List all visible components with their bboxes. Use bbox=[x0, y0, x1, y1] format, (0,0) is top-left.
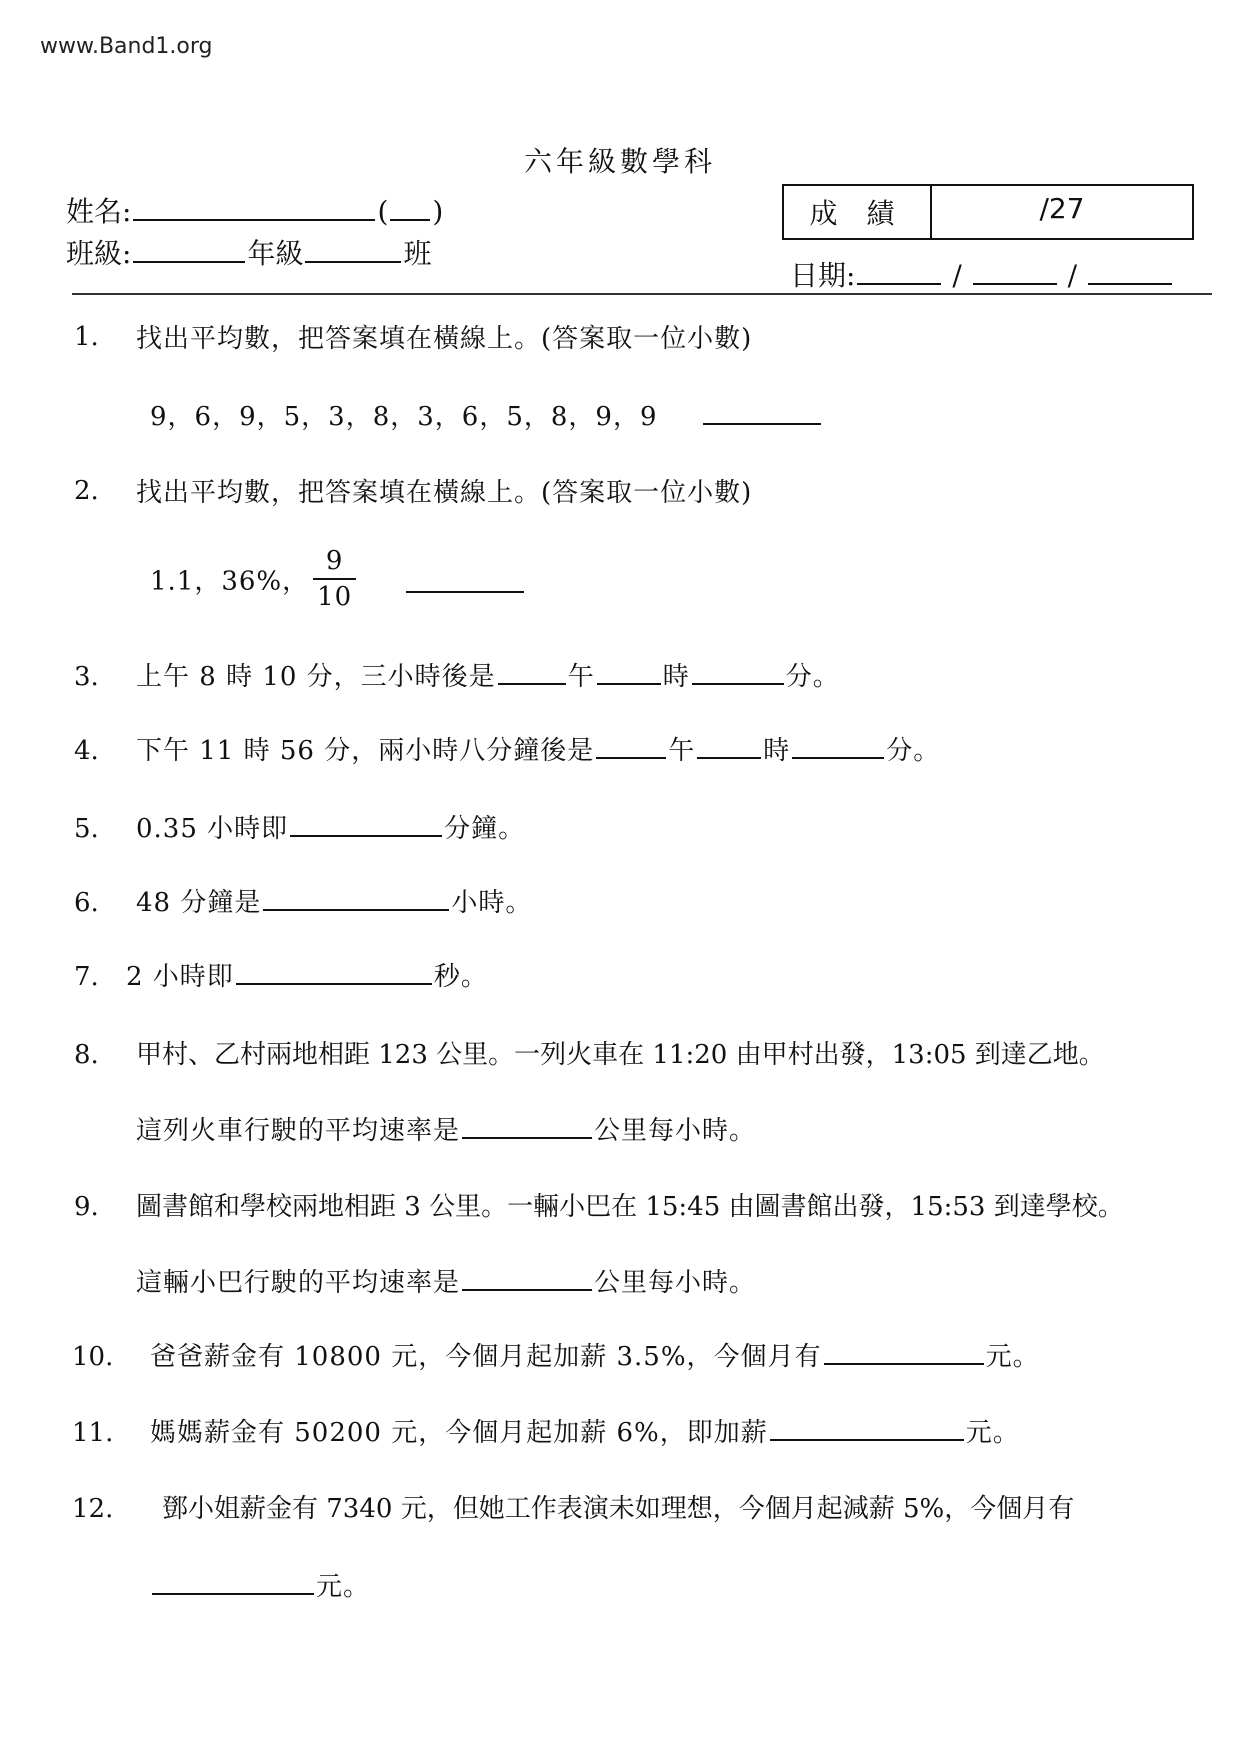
q3-number: 3. bbox=[74, 662, 99, 692]
q11-answer-blank[interactable] bbox=[770, 1413, 964, 1441]
q4-number: 4. bbox=[74, 736, 99, 766]
q11-row bbox=[150, 1412, 1020, 1449]
q8-number: 8. bbox=[74, 1040, 99, 1070]
q11-text: 媽媽薪金有 50200 元，今個月起加薪 6%，即加薪 bbox=[150, 1418, 768, 1448]
q11-unit: 元。 bbox=[965, 1418, 1020, 1448]
paren-close: ) bbox=[432, 195, 444, 228]
class-suffix: 班 bbox=[403, 237, 432, 270]
q6-text: 48 分鐘是 bbox=[136, 888, 262, 918]
q3-minute-label: 分。 bbox=[785, 662, 840, 692]
q7-number: 7. bbox=[74, 962, 99, 992]
date-label: 日期: bbox=[790, 259, 856, 292]
q8-row bbox=[136, 1110, 756, 1147]
q7-row bbox=[126, 956, 488, 993]
q3-hour-label: 時 bbox=[662, 662, 690, 692]
score-label: 成 績 bbox=[784, 186, 932, 238]
q4-row bbox=[136, 730, 940, 767]
q2-fraction bbox=[313, 544, 356, 614]
q3-text: 上午 8 時 10 分，三小時後是 bbox=[136, 662, 496, 692]
q10-number: 10. bbox=[72, 1342, 114, 1372]
header-divider bbox=[72, 293, 1212, 295]
q4-ampm-blank[interactable] bbox=[596, 731, 666, 759]
q2-fraction-numerator: 9 bbox=[325, 546, 344, 576]
q1-text: 找出平均數，把答案填在橫線上。(答案取一位小數) bbox=[136, 324, 753, 354]
q7-answer-blank[interactable] bbox=[236, 957, 432, 985]
q8-text: 甲村、乙村兩地相距 123 公里。一列火車在 11:20 由甲村出發，13:05 到達乙地。 bbox=[136, 1040, 1105, 1070]
q2-answer-blank[interactable] bbox=[406, 565, 524, 593]
date-row bbox=[790, 254, 1174, 294]
q9-answer-blank[interactable] bbox=[462, 1263, 592, 1291]
q12-number: 12. bbox=[72, 1494, 114, 1524]
q4-minute-blank[interactable] bbox=[792, 731, 884, 759]
q9-number: 9. bbox=[74, 1192, 99, 1222]
q12-answer-blank[interactable] bbox=[152, 1567, 314, 1595]
q3-ampm-label: 午 bbox=[567, 662, 595, 692]
score-value: /27 bbox=[1039, 192, 1085, 225]
class-number-blank[interactable] bbox=[390, 193, 430, 221]
q5-number: 5. bbox=[74, 814, 99, 844]
name-blank[interactable] bbox=[133, 193, 375, 221]
q6-row bbox=[136, 882, 532, 919]
class-row bbox=[66, 232, 431, 272]
q12-text: 鄧小姐薪金有 7340 元，但她工作表演未如理想，今個月起減薪 5%，今個月有 bbox=[162, 1494, 1075, 1524]
q3-ampm-blank[interactable] bbox=[498, 657, 566, 685]
q4-text: 下午 11 時 56 分，兩小時八分鐘後是 bbox=[136, 736, 595, 766]
q2-number: 2. bbox=[74, 476, 99, 506]
q7-unit: 秒。 bbox=[433, 962, 488, 992]
q8-answer-blank[interactable] bbox=[462, 1111, 592, 1139]
q2-fraction-denominator: 10 bbox=[313, 578, 356, 614]
date-day-blank[interactable] bbox=[857, 257, 941, 285]
q4-minute-label: 分。 bbox=[886, 736, 941, 766]
score-box bbox=[782, 184, 1194, 240]
q4-hour-blank[interactable] bbox=[697, 731, 761, 759]
date-sep-1: / bbox=[952, 259, 962, 292]
q10-unit: 元。 bbox=[985, 1342, 1040, 1372]
q6-answer-blank[interactable] bbox=[263, 883, 449, 911]
q8-prompt: 這列火車行駛的平均速率是 bbox=[136, 1116, 461, 1146]
q9-text: 圖書館和學校兩地相距 3 公里。一輛小巴在 15:45 由圖書館出發，15:53 到達學校。 bbox=[136, 1192, 1124, 1222]
name-row bbox=[66, 190, 443, 230]
date-month-blank[interactable] bbox=[973, 257, 1057, 285]
q10-text: 爸爸薪金有 10800 元，今個月起加薪 3.5%，今個月有 bbox=[150, 1342, 822, 1372]
q6-unit: 小時。 bbox=[451, 888, 533, 918]
q12-row bbox=[150, 1566, 370, 1603]
q10-answer-blank[interactable] bbox=[824, 1337, 984, 1365]
grade-label: 年級 bbox=[247, 237, 304, 270]
q9-unit: 公里每小時。 bbox=[594, 1268, 757, 1298]
date-sep-2: / bbox=[1067, 259, 1078, 292]
q6-number: 6. bbox=[74, 888, 99, 918]
watermark: www.Band1.org bbox=[40, 34, 213, 59]
q4-hour-label: 時 bbox=[763, 736, 791, 766]
q8-unit: 公里每小時。 bbox=[594, 1116, 757, 1146]
q5-row bbox=[136, 808, 525, 845]
q9-row bbox=[136, 1262, 756, 1299]
q2-text: 找出平均數，把答案填在橫線上。(答案取一位小數) bbox=[136, 478, 753, 508]
q1-number: 1. bbox=[74, 322, 99, 352]
q5-text: 0.35 小時即 bbox=[136, 814, 289, 844]
q1-data-row bbox=[150, 396, 823, 433]
q10-row bbox=[150, 1336, 1040, 1373]
q2-data-row bbox=[150, 544, 526, 614]
paren-open: ( bbox=[377, 195, 389, 228]
class-label: 班級: bbox=[66, 237, 132, 270]
grade-blank[interactable] bbox=[133, 235, 245, 263]
date-year-blank[interactable] bbox=[1088, 257, 1172, 285]
q2-data: 1.1，36%， bbox=[150, 566, 310, 597]
q11-number: 11. bbox=[72, 1418, 114, 1448]
q5-answer-blank[interactable] bbox=[290, 809, 442, 837]
q7-text: 2 小時即 bbox=[126, 962, 234, 992]
q1-data: 9，6，9，5，3，8，3，6，5，8，9，9 bbox=[150, 402, 658, 432]
class-blank[interactable] bbox=[305, 235, 401, 263]
q9-prompt: 這輛小巴行駛的平均速率是 bbox=[136, 1268, 461, 1298]
q5-unit: 分鐘。 bbox=[444, 814, 526, 844]
q1-answer-blank[interactable] bbox=[703, 397, 821, 425]
q4-ampm-label: 午 bbox=[668, 736, 696, 766]
name-label: 姓名: bbox=[66, 195, 132, 228]
q3-row bbox=[136, 656, 840, 693]
q12-unit: 元。 bbox=[316, 1572, 371, 1602]
page-title: 六年級數學科 bbox=[523, 145, 716, 178]
q3-minute-blank[interactable] bbox=[692, 657, 784, 685]
q3-hour-blank[interactable] bbox=[597, 657, 661, 685]
